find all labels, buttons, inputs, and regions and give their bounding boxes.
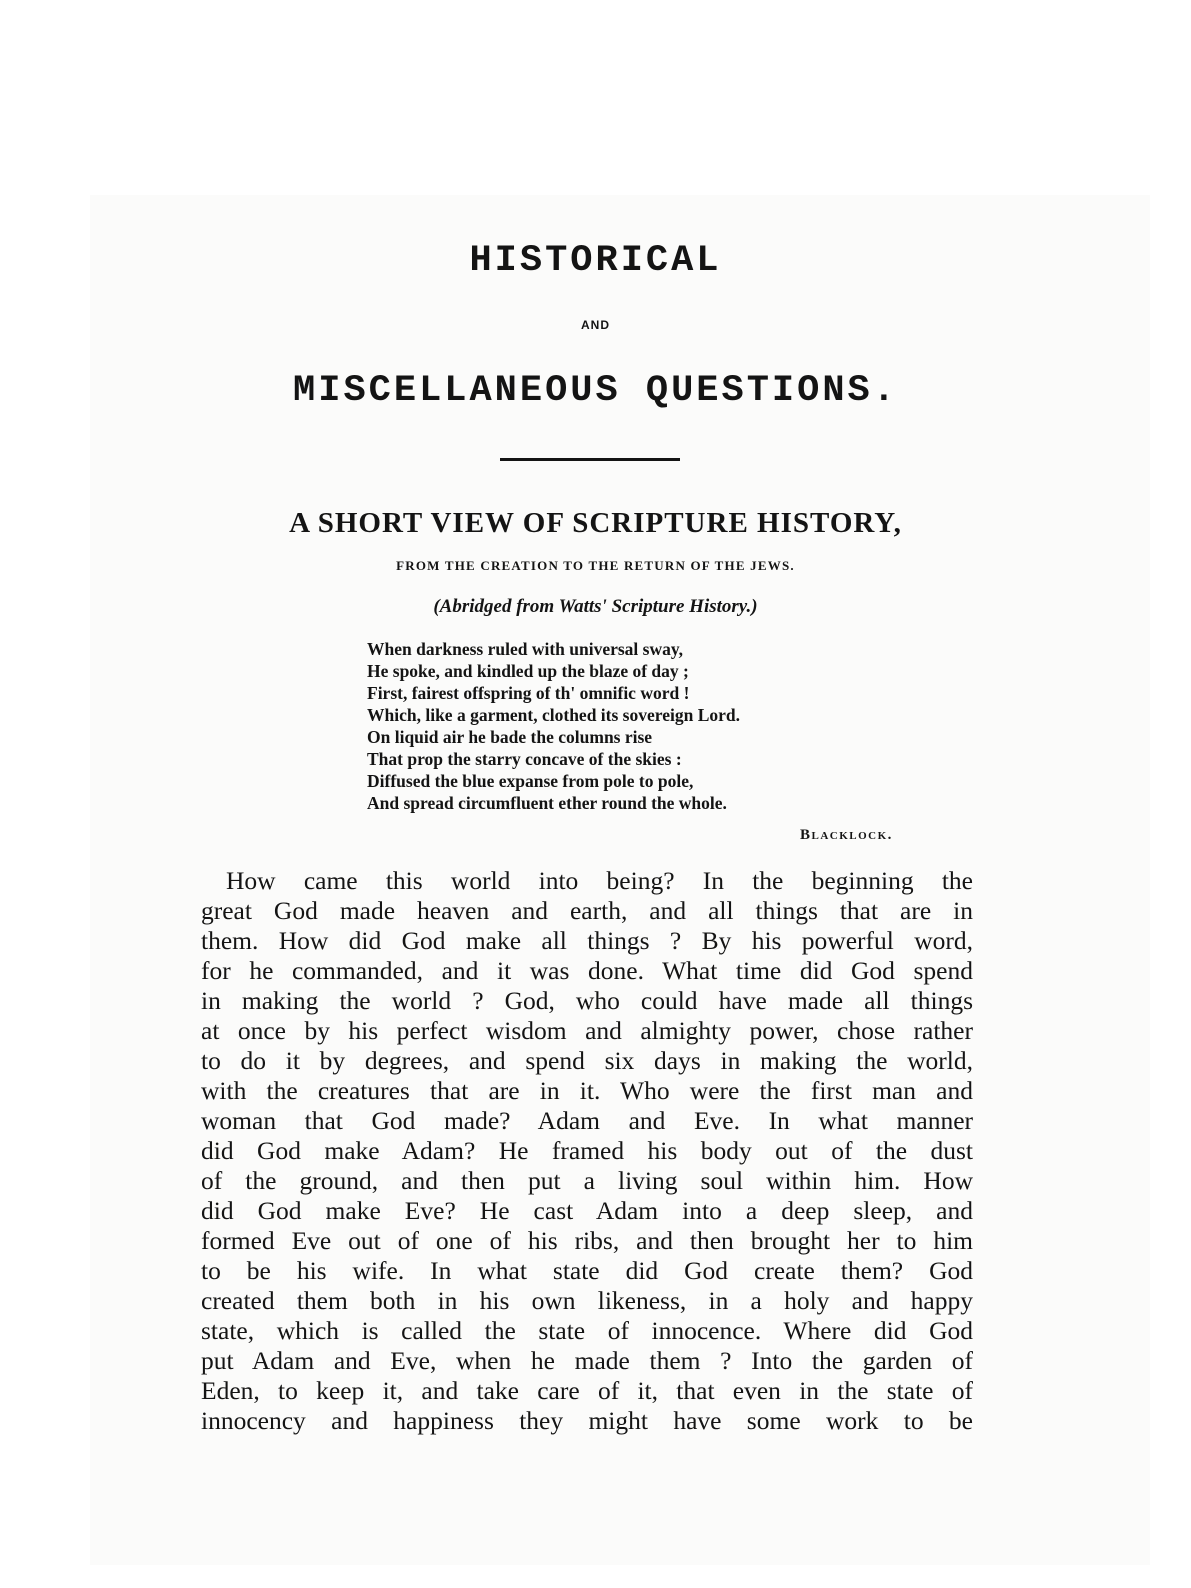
poem-line: When darkness ruled with universal sway, <box>367 639 684 659</box>
poem-line: Which, like a garment, clothed its sovereign Lord. <box>367 705 740 725</box>
section-subtitle: FROM THE CREATION TO THE RETURN OF THE JEWS. <box>396 558 795 573</box>
poem-line: On liquid air he bade the columns rise <box>367 727 653 747</box>
body-line: created them both in his own likeness, in a holy and happy <box>201 1286 973 1315</box>
heading-conjunction: AND <box>581 318 610 332</box>
epigraph-poem <box>367 638 740 814</box>
body-line: for he commanded, and it was done. What time did God spend <box>201 956 973 985</box>
body-line: state, which is called the state of innocence. Where did God <box>201 1316 973 1345</box>
heading-line-2: MISCELLANEOUS QUESTIONS. <box>293 370 898 412</box>
body-line: did God make Eve? He cast Adam into a deep sleep, and <box>201 1196 973 1225</box>
body-line: Eden, to keep it, and take care of it, that even in the state of <box>201 1376 973 1405</box>
body-paragraph <box>201 866 973 1436</box>
body-line: woman that God made? Adam and Eve. In what manner <box>201 1106 973 1135</box>
heading-line-1: HISTORICAL <box>469 240 722 282</box>
body-line: them. How did God make all things ? By his powerful word, <box>201 926 973 955</box>
poem-line: That prop the starry concave of the skies : <box>367 749 682 769</box>
body-line: at once by his perfect wisdom and almighty power, chose rather <box>201 1016 973 1045</box>
body-line: put Adam and Eve, when he made them ? Into the garden of <box>201 1346 973 1375</box>
body-line: with the creatures that are in it. Who were the first man and <box>201 1076 973 1105</box>
poem-line: First, fairest offspring of th' omnific word ! <box>367 683 690 703</box>
body-line: in making the world ? God, who could have made all things <box>201 986 973 1015</box>
body-line: great God made heaven and earth, and all things that are in <box>201 896 973 925</box>
poem-line: He spoke, and kindled up the blaze of day ; <box>367 661 689 681</box>
poem-line: And spread circumfluent ether round the whole. <box>367 793 727 813</box>
section-title: A SHORT VIEW OF SCRIPTURE HISTORY, <box>289 507 902 539</box>
body-line: formed Eve out of one of his ribs, and then brought her to him <box>201 1226 973 1255</box>
section-divider <box>500 458 680 461</box>
body-line: did God make Adam? He framed his body out of the dust <box>201 1136 973 1165</box>
body-line: How came this world into being? In the beginning the <box>226 866 973 895</box>
body-line: of the ground, and then put a living soul within him. How <box>201 1166 973 1195</box>
body-line: to do it by degrees, and spend six days in making the world, <box>201 1046 973 1075</box>
body-line: innocency and happiness they might have some work to be <box>201 1406 973 1435</box>
section-attribution: (Abridged from Watts' Scripture History.) <box>433 596 758 617</box>
body-line: to be his wife. In what state did God create them? God <box>201 1256 973 1285</box>
poem-line: Diffused the blue expanse from pole to pole, <box>367 771 694 791</box>
poem-author: Blacklock. <box>800 827 893 843</box>
